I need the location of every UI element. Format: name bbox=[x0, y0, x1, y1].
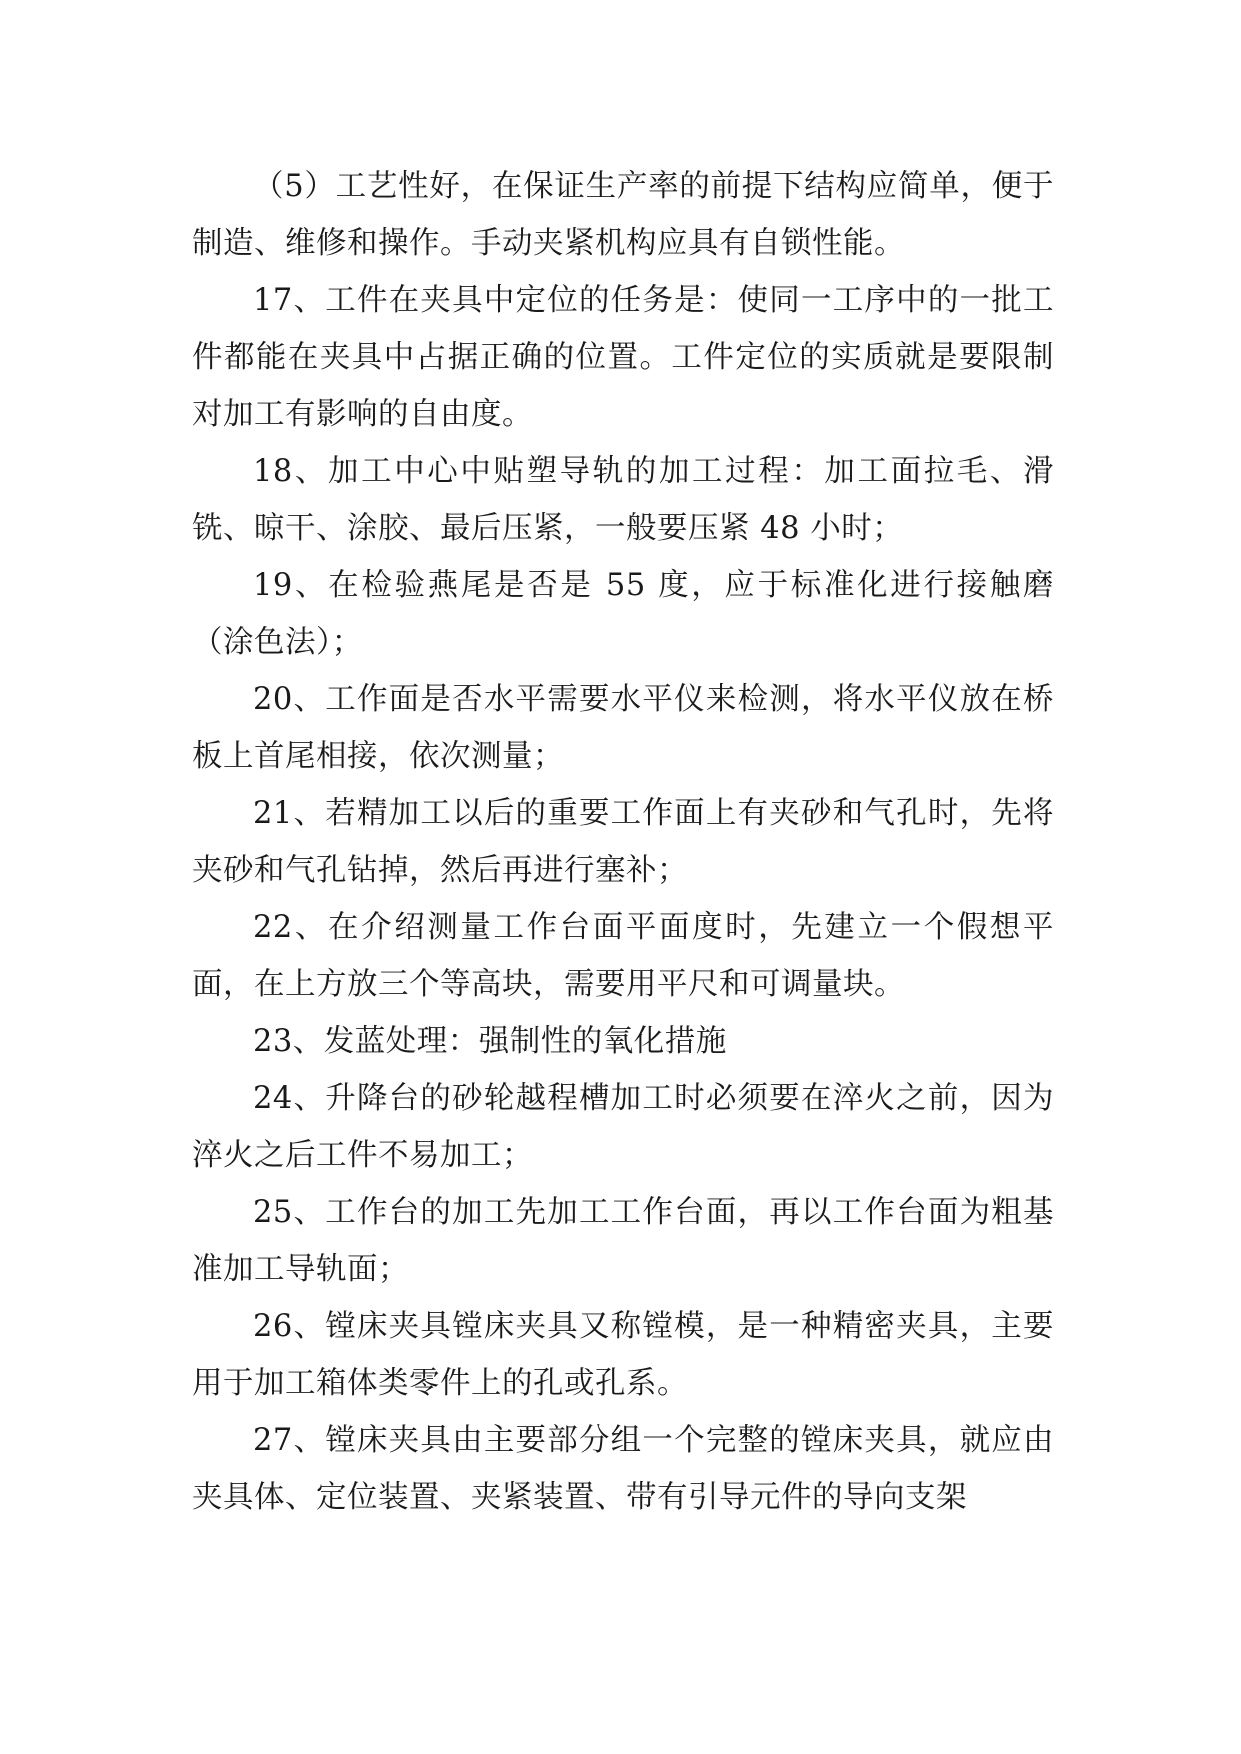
paragraph-item-21: 21、若精加工以后的重要工作面上有夹砂和气孔时，先将夹砂和气孔钻掉，然后再进行塞补； bbox=[192, 796, 1054, 888]
paragraph-item-24: 24、升降台的砂轮越程槽加工时必须要在淬火之前，因为淬火之后工件不易加工； bbox=[192, 1081, 1054, 1173]
paragraph-item-25: 25、工作台的加工先加工工作台面，再以工作台面为粗基准加工导轨面； bbox=[192, 1195, 1054, 1287]
paragraph-item-18: 18、加工中心中贴塑导轨的加工过程：加工面拉毛、滑铣、晾干、涂胶、最后压紧，一般要压紧 48 小时； bbox=[192, 454, 1054, 546]
paragraph-item-5: （5）工艺性好，在保证生产率的前提下结构应简单，便于制造、维修和操作。手动夹紧机构应具有自锁性能。 bbox=[192, 169, 1054, 261]
document-body bbox=[192, 158, 1054, 1526]
paragraph-item-19: 19、在检验燕尾是否是 55 度，应于标准化进行接触磨（涂色法）； bbox=[192, 568, 1054, 660]
paragraph-item-17: 17、工件在夹具中定位的任务是：使同一工序中的一批工件都能在夹具中占据正确的位置。工件定位的实质就是要限制对加工有影响的自由度。 bbox=[192, 283, 1054, 432]
paragraph-item-26: 26、镗床夹具镗床夹具又称镗模，是一种精密夹具，主要用于加工箱体类零件上的孔或孔系。 bbox=[192, 1309, 1054, 1401]
paragraph-item-23: 23、发蓝处理：强制性的氧化措施 bbox=[253, 1024, 727, 1059]
paragraph-item-27: 27、镗床夹具由主要部分组一个完整的镗床夹具，就应由夹具体、定位装置、夹紧装置、带有引导元件的导向支架 bbox=[192, 1423, 1054, 1515]
paragraph-item-20: 20、工作面是否水平需要水平仪来检测，将水平仪放在桥板上首尾相接，依次测量； bbox=[192, 682, 1054, 774]
paragraph-item-22: 22、在介绍测量工作台面平面度时，先建立一个假想平面，在上方放三个等高块，需要用平尺和可调量块。 bbox=[192, 910, 1054, 1002]
